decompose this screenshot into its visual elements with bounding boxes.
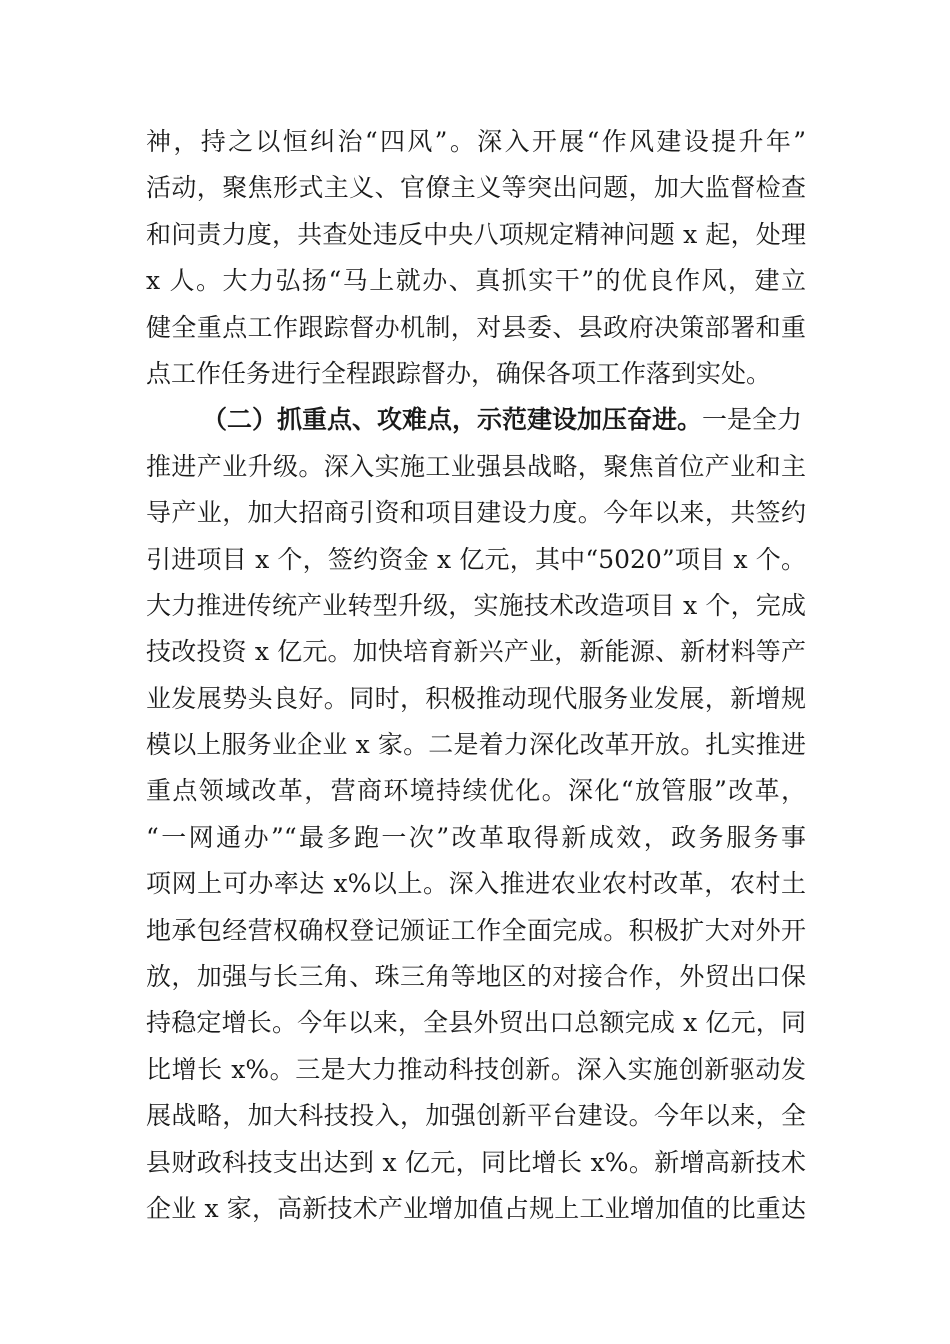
text-line: 项网上可办率达 x%以上。深入推进农业农村改革，农村土: [146, 869, 806, 899]
text-line: 模以上服务业企业 x 家。二是着力深化改革开放。扎实推进: [146, 730, 806, 760]
text-line: “一网通办”“最多跑一次”改革取得新成效，政务服务事: [146, 822, 806, 852]
text-line: 展战略，加大科技投入，加强创新平台建设。今年以来，全: [146, 1101, 806, 1131]
paragraph-1: [146, 119, 806, 397]
text-line: 导产业，加大招商引资和项目建设力度。今年以来，共签约: [146, 498, 806, 528]
text-line: 点工作任务进行全程跟踪督办，确保各项工作落到实处。: [146, 358, 772, 388]
text-line: 企业 x 家，高新技术产业增加值占规上工业增加值的比重达: [146, 1193, 806, 1223]
text-line: 活动，聚焦形式主义、官僚主义等突出问题，加大监督检查: [146, 173, 806, 203]
text-run: 一是全力: [702, 405, 803, 435]
body-text: [146, 119, 806, 1232]
text-line: 持稳定增长。今年以来，全县外贸出口总额完成 x 亿元，同: [146, 1008, 806, 1038]
text-line: 业发展势头良好。同时，积极推动现代服务业发展，新增规: [146, 683, 806, 713]
text-line: x 人。大力弘扬“马上就办、真抓实干”的优良作风，建立: [146, 266, 806, 296]
paragraph-first-line: [146, 397, 806, 443]
section-heading: （二）抓重点、攻难点，示范建设加压奋进。: [202, 405, 703, 435]
text-line: 技改投资 x 亿元。加快培育新兴产业，新能源、新材料等产: [146, 637, 806, 667]
text-line: 神，持之以恒纠治“四风”。深入开展“作风建设提升年”: [146, 127, 806, 156]
text-line: 和问责力度，共查处违反中央八项规定精神问题 x 起，处理: [146, 219, 806, 249]
text-line: 地承包经营权确权登记颁证工作全面完成。积极扩大对外开: [146, 915, 806, 945]
text-line: 推进产业升级。深入实施工业强县战略，聚焦首位产业和主: [146, 451, 806, 481]
text-line: 县财政科技支出达到 x 亿元，同比增长 x%。新增高新技术: [146, 1147, 806, 1177]
text-line: 引进项目 x 个，签约资金 x 亿元，其中“5020”项目 x 个。: [146, 544, 806, 574]
text-line: 放，加强与长三角、珠三角等地区的对接合作，外贸出口保: [146, 962, 806, 992]
text-line: 健全重点工作跟踪督办机制，对县委、县政府决策部署和重: [146, 312, 806, 342]
text-line: 重点领域改革，营商环境持续优化。深化“放管服”改革，: [146, 776, 806, 806]
text-line: 大力推进传统产业转型升级，实施技术改造项目 x 个，完成: [146, 590, 806, 620]
text-line: 比增长 x%。三是大力推动科技创新。深入实施创新驱动发: [146, 1054, 806, 1084]
paragraph-2: [146, 397, 806, 1232]
